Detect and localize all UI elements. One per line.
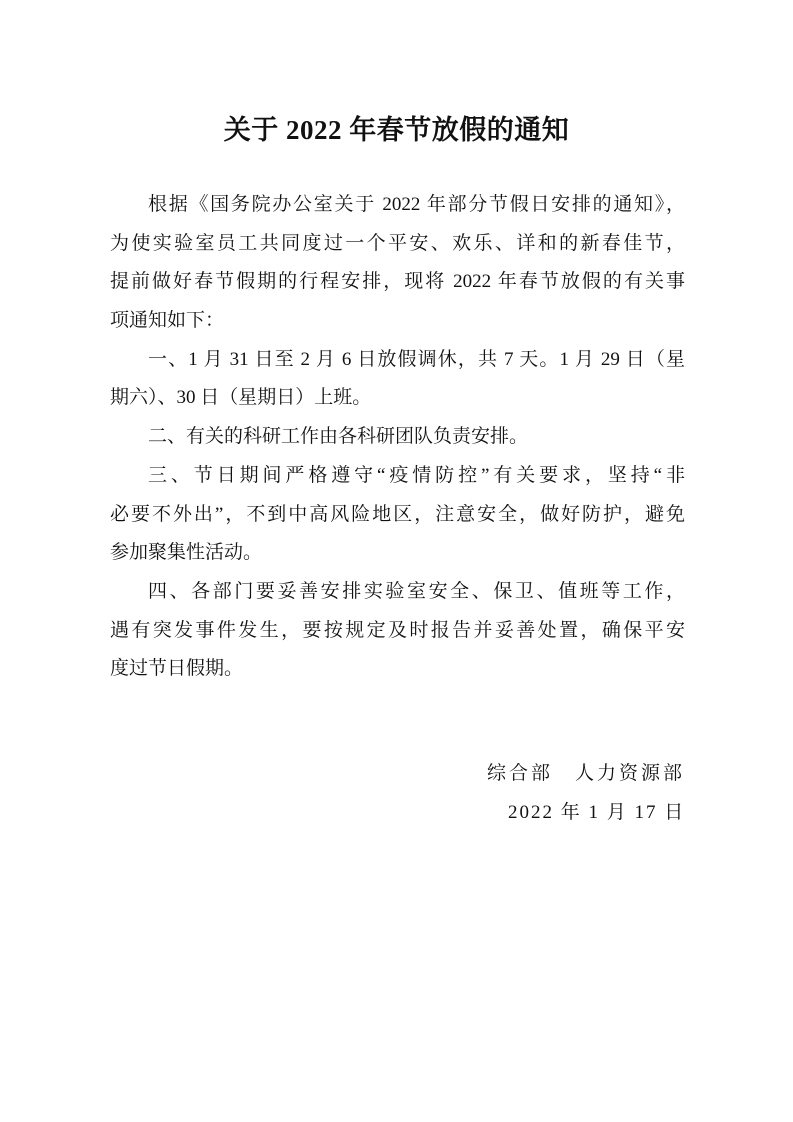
paragraph-1-line-4: 项通知如下： [110,310,225,332]
paragraph-1-line-3: 提前做好春节假期的行程安排，现将 2022 年春节放假的有关事 [110,271,685,293]
document-title: 关于 2022 年春节放假的通知 [223,115,570,145]
paragraph-1-line-2: 为使实验室员工共同度过一个平安、欢乐、详和的新春佳节， [110,232,685,254]
paragraph-2-line-2: 期六）、30 日（星期日）上班。 [110,387,372,409]
paragraph-5-line-3: 度过节日假期。 [110,658,244,680]
notice-body [110,186,685,689]
paragraph-5-line-1: 四、各部门要妥善安排实验室安全、保卫、值班等工作， [148,580,685,602]
paragraph-3-line-1: 二、有关的科研工作由各科研团队负责安排。 [148,426,529,448]
signature-department: 综合部 人力资源部 [487,763,686,784]
signature-date: 2022 年 1 月 17 日 [508,802,686,823]
paragraph-4-line-1: 三、节日期间严格遵守“疫情防控”有关要求，坚持“非 [148,464,685,486]
paragraph-1-line-1: 根据《国务院办公室关于 2022 年部分节假日安排的通知》， [148,194,685,215]
paragraph-5-line-2: 遇有突发事件发生，要按规定及时报告并妥善处置，确保平安 [110,619,685,641]
paragraph-4-line-2: 必要不外出”，不到中高风险地区，注意安全，做好防护，避免 [110,503,685,525]
paragraph-2-line-1: 一、1 月 31 日至 2 月 6 日放假调休，共 7 天。1 月 29 日（星 [148,348,685,370]
paragraph-4-line-3: 参加聚集性活动。 [110,542,263,564]
